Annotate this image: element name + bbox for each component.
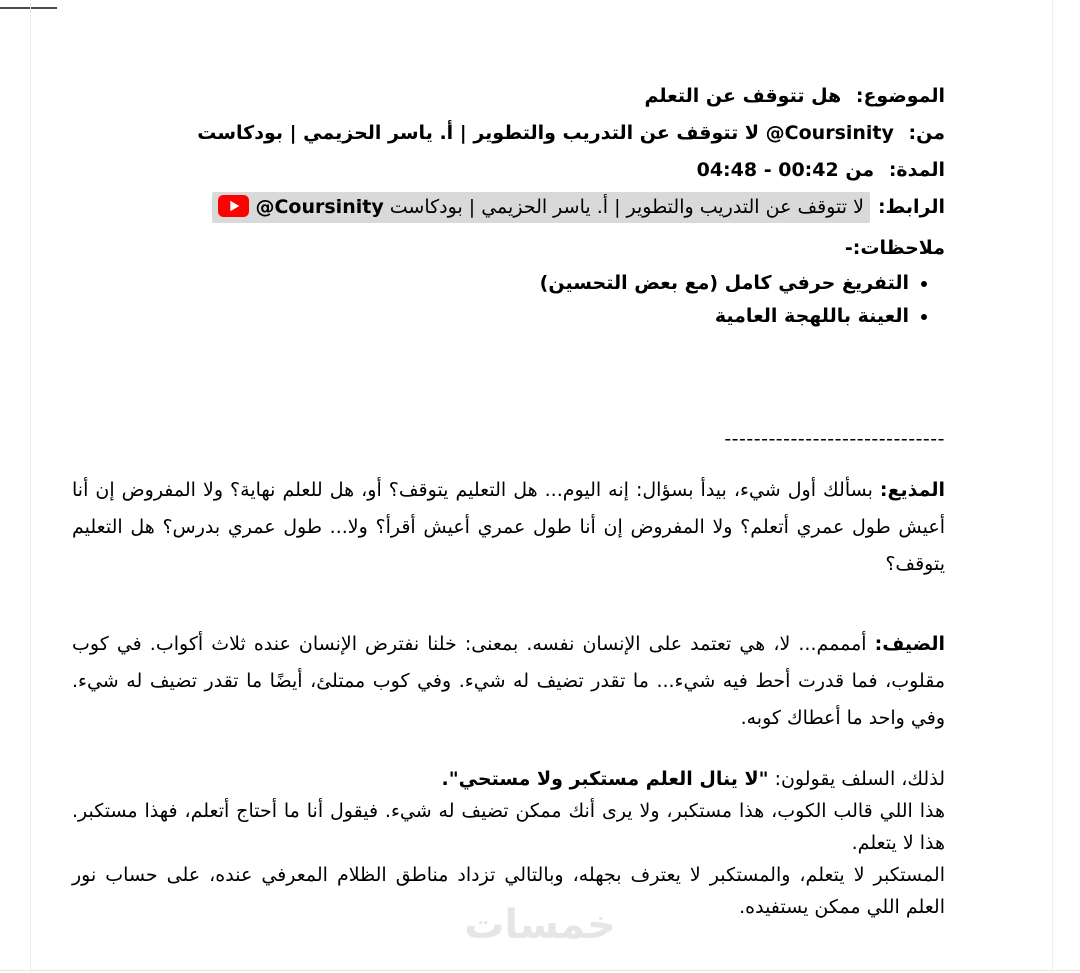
- transcript-body: [72, 472, 945, 923]
- closing-paragraph-3: المستكبر لا يتعلم، والمستكبر لا يعترف بجهله، وبالتالي تزداد مناطق الظلام المعرفي عنده، على حساب نور العلم اللي ممكن يستفيده.: [72, 864, 945, 918]
- section-divider: ------------------------------: [724, 428, 945, 450]
- from-label: من:: [908, 122, 945, 144]
- video-link[interactable]: [212, 192, 869, 223]
- channel-handle: @Coursinity: [765, 122, 894, 144]
- interviewer-paragraph: [72, 472, 945, 583]
- guest-text: أمممم... لا، هي تعتمد على الإنسان نفسه. بمعنى: خلنا نفترض الإنسان عنده ثلاث أكواب. في كوب مقلوب، فما قدرت أحط فيه شيء... ما تقدر تضيف له شيء. وفي كوب ممتلئ، أيضًا ما تقدر تضيف له شيء. وفي واحد ما أعطاك كوبه.: [72, 633, 945, 729]
- link-line: [72, 189, 945, 230]
- closing-block: [72, 763, 945, 923]
- subject-value: هل تتوقف عن التعلم: [644, 85, 842, 107]
- note-item: [72, 267, 909, 300]
- from-line: [72, 115, 945, 152]
- closing-lead: لذلك، السلف يقولون:: [774, 768, 945, 790]
- guest-paragraph: [72, 626, 945, 737]
- speaker-label-guest: الضيف:: [874, 633, 945, 655]
- closing-paragraph-2: هذا اللي قالب الكوب، هذا مستكبر، ولا يرى أنك ممكن تضيف له شيء. فيقول أنا ما أحتاج أتعلم، فهذا مستكبر. هذا لا يتعلم.: [72, 800, 945, 854]
- link-channel-handle: @Coursinity: [255, 196, 384, 218]
- page-edge-bottom: [0, 970, 1080, 971]
- notes-label: ملاحظات:-: [844, 237, 945, 259]
- notes-list: [72, 267, 909, 333]
- youtube-icon: [218, 193, 249, 230]
- duration-value: من 00:42 - 04:48: [696, 159, 875, 181]
- note-item: [72, 300, 909, 333]
- link-label: الرابط:: [877, 196, 945, 218]
- closing-quote-line: [72, 763, 945, 795]
- duration-label: المدة:: [888, 159, 945, 181]
- note-text: التفريغ حرفي كامل (مع بعض التحسين): [539, 272, 909, 294]
- video-title: لا تتوقف عن التدريب والتطوير | أ. ياسر الحزيمي | بودكاست: [389, 196, 864, 218]
- note-text: العينة باللهجة العامية: [714, 305, 909, 327]
- interviewer-text: بسألك أول شيء، بيدأ بسؤال: إنه اليوم... هل التعليم يتوقف؟ أو، هل للعلم نهاية؟ ولا المفروض إن أنا أعيش طول عمري أتعلم؟ ولا المفروض إن أنا طول عمري أعيش أقرأ؟ ولا... طول عمري بدرس؟ هل التعليم يتوقف؟: [72, 479, 945, 575]
- notes-label-line: [72, 230, 945, 267]
- speaker-label-interviewer: المذيع:: [879, 479, 945, 501]
- subject-line: [72, 78, 945, 115]
- subject-label: الموضوع:: [855, 85, 945, 107]
- from-value: لا تتوقف عن التدريب والتطوير | أ. ياسر الحزيمي | بودكاست: [197, 122, 760, 144]
- duration-line: [72, 152, 945, 189]
- closing-quote: "لا ينال العلم مستكبر ولا مستحي".: [441, 768, 769, 790]
- watermark: خمسات: [464, 902, 616, 948]
- meta-header: [72, 78, 945, 333]
